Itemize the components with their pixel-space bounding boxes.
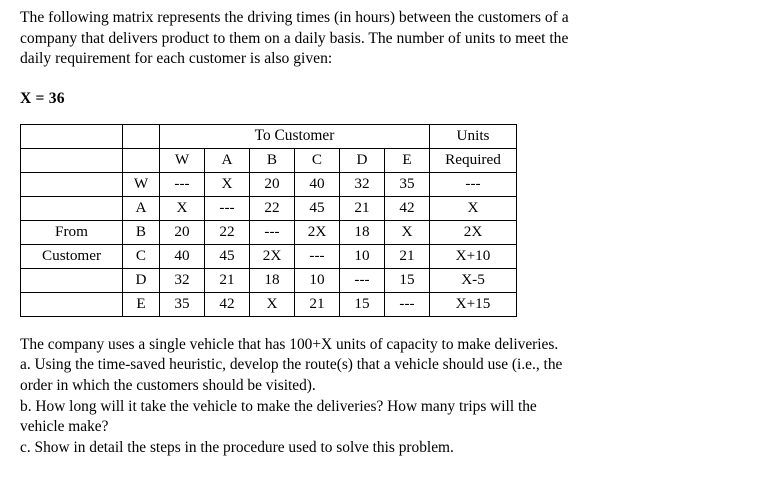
cell-d-w: 32: [160, 268, 205, 292]
units-b: 2X: [430, 220, 517, 244]
cell-b-a: 22: [205, 220, 250, 244]
cell-c-a: 45: [205, 244, 250, 268]
table-row: [21, 196, 517, 220]
from-customer-label-spacer-4: [21, 292, 123, 316]
cell-b-b: ---: [250, 220, 295, 244]
cell-w-b: 20: [250, 172, 295, 196]
intro-line-2: company that delivers product to them on a daily basis. The number of units to meet the: [20, 29, 569, 47]
cell-d-d: ---: [340, 268, 385, 292]
units-a: X: [430, 196, 517, 220]
corner-cell-blank-3: [21, 148, 123, 172]
corner-cell-blank-4: [123, 148, 160, 172]
cell-b-c: 2X: [295, 220, 340, 244]
cell-e-d: 15: [340, 292, 385, 316]
matrix-header-row-1: [21, 124, 517, 148]
column-header-w: W: [160, 148, 205, 172]
cell-e-w: 35: [160, 292, 205, 316]
question-c: c. Show in detail the steps in the procedure used to solve this problem.: [20, 438, 454, 456]
cell-w-w: ---: [160, 172, 205, 196]
cell-w-d: 32: [340, 172, 385, 196]
questions-section: [20, 335, 749, 459]
units-c: X+10: [430, 244, 517, 268]
cell-w-e: 35: [385, 172, 430, 196]
from-customer-label-spacer-1: [21, 172, 123, 196]
row-header-a: A: [123, 196, 160, 220]
cell-a-a: ---: [205, 196, 250, 220]
units-e: X+15: [430, 292, 517, 316]
cell-d-a: 21: [205, 268, 250, 292]
row-header-w: W: [123, 172, 160, 196]
cell-e-e: ---: [385, 292, 430, 316]
cell-b-d: 18: [340, 220, 385, 244]
required-header: Required: [430, 148, 517, 172]
from-customer-label-spacer-3: [21, 268, 123, 292]
cell-e-a: 42: [205, 292, 250, 316]
row-header-b: B: [123, 220, 160, 244]
column-header-a: A: [205, 148, 250, 172]
intro-line-1: The following matrix represents the driving times (in hours) between the customers of a: [20, 9, 569, 26]
cell-w-a: X: [205, 172, 250, 196]
cell-a-d: 21: [340, 196, 385, 220]
table-row: [21, 268, 517, 292]
cell-a-b: 22: [250, 196, 295, 220]
corner-cell-blank: [21, 124, 123, 148]
question-b-line-1: b. How long will it take the vehicle to make the deliveries? How many trips will the: [20, 397, 537, 415]
matrix-header-row-2: [21, 148, 517, 172]
cell-b-e: X: [385, 220, 430, 244]
cell-c-e: 21: [385, 244, 430, 268]
driving-times-matrix: [20, 124, 517, 317]
cell-d-b: 18: [250, 268, 295, 292]
column-header-c: C: [295, 148, 340, 172]
column-header-b: B: [250, 148, 295, 172]
cell-c-d: 10: [340, 244, 385, 268]
cell-e-b: X: [250, 292, 295, 316]
cell-w-c: 40: [295, 172, 340, 196]
cell-d-e: 15: [385, 268, 430, 292]
cell-c-c: ---: [295, 244, 340, 268]
table-row: [21, 172, 517, 196]
cell-a-w: X: [160, 196, 205, 220]
to-customer-header: To Customer: [160, 124, 430, 148]
from-customer-label-line-2: Customer: [21, 244, 123, 268]
cell-c-b: 2X: [250, 244, 295, 268]
row-header-e: E: [123, 292, 160, 316]
column-header-d: D: [340, 148, 385, 172]
intro-paragraph: [20, 8, 741, 70]
cell-a-e: 42: [385, 196, 430, 220]
question-a-line-1: a. Using the time-saved heuristic, develop the route(s) that a vehicle should use (i.e., the: [20, 356, 563, 374]
cell-a-c: 45: [295, 196, 340, 220]
from-customer-label-line-1: From: [21, 220, 123, 244]
corner-cell-blank-2: [123, 124, 160, 148]
capacity-statement: The company uses a single vehicle that has 100+X units of capacity to make deliveries.: [20, 335, 559, 353]
cell-d-c: 10: [295, 268, 340, 292]
table-row: [21, 244, 517, 268]
units-w: ---: [430, 172, 517, 196]
cell-c-w: 40: [160, 244, 205, 268]
intro-line-3: daily requirement for each customer is also given:: [20, 50, 333, 68]
units-header: Units: [430, 124, 517, 148]
row-header-d: D: [123, 268, 160, 292]
from-customer-label-spacer-2: [21, 196, 123, 220]
question-a-line-2: order in which the customers should be visited).: [20, 377, 316, 395]
x-value: X = 36: [20, 89, 65, 107]
table-row: [21, 220, 517, 244]
cell-b-w: 20: [160, 220, 205, 244]
cell-e-c: 21: [295, 292, 340, 316]
question-b-line-2: vehicle make?: [20, 418, 109, 436]
column-header-e: E: [385, 148, 430, 172]
row-header-c: C: [123, 244, 160, 268]
table-row: [21, 292, 517, 316]
units-d: X-5: [430, 268, 517, 292]
